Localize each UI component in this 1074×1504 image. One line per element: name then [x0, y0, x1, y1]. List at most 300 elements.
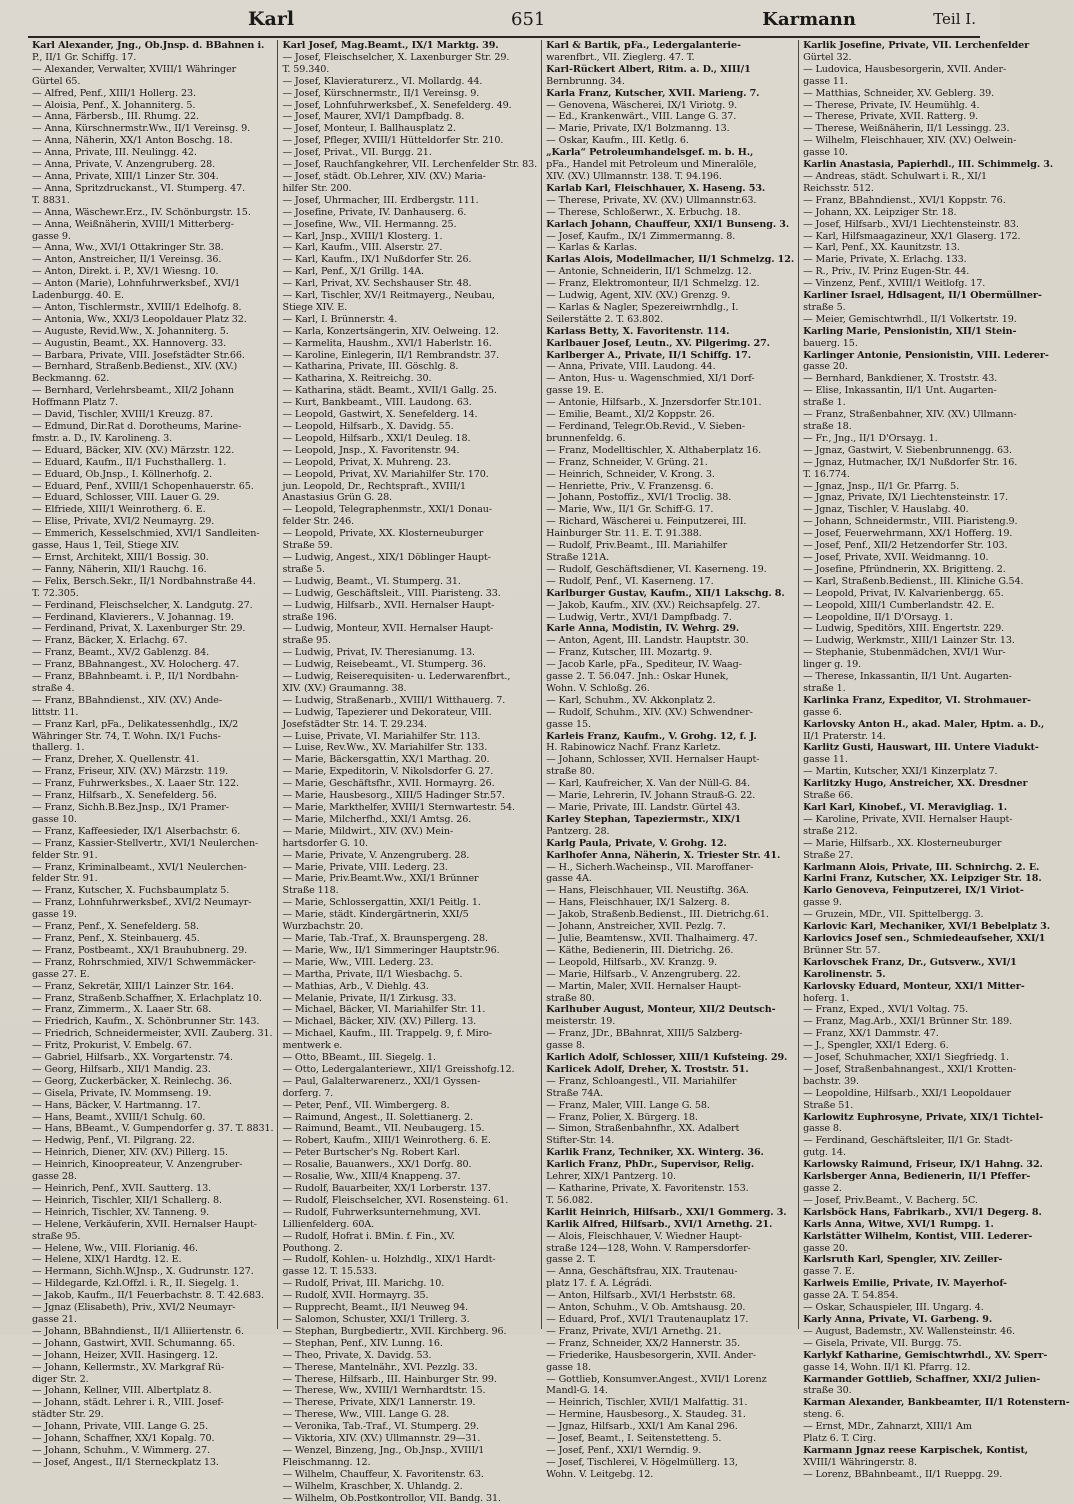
directory-entry: Karling Marie, Pensionistin, XII/1 Stein- [803, 325, 1017, 337]
directory-entry: — Josef, Rauchfangkehrer, VII. Lerchenfelder Str. 83. [282, 159, 538, 171]
directory-entry: — Marie, Lehrerin, IV. Johann Strauß-G. 22. [546, 790, 756, 802]
directory-entry: — Franz, Kutscher, X. Fuchsbaumplatz 5. [32, 885, 230, 897]
directory-entry: — Therese, Mantelnähr., XVI. Pezzlg. 33. [282, 1361, 478, 1373]
directory-entry: — Simon, Straßenbahnfhr., XX. Adalbert [546, 1123, 740, 1135]
directory-entry: — Anna, Private, III. Neulingg. 42. [32, 147, 197, 159]
directory-entry: — Josef, Feuerwehrmann, XX/1 Hofferg. 19. [803, 528, 1013, 540]
directory-entry: — Karoline, Einlegerin, II/1 Rembrandstr. 37. [282, 349, 500, 361]
directory-entry: — Josef, Private, XVII. Weidmanng. 10. [803, 551, 989, 563]
directory-entry: — Karl, Penf., XX. Kaunitzstr. 13. [803, 242, 960, 254]
directory-entry: Karmann Jgnaz reese Karpischek, Kontist, [803, 1444, 1029, 1456]
directory-entry: — Josef, Maurer, XVI/1 Dampfbadg. 8. [282, 111, 465, 123]
directory-entry: — Hans, Beamt., XVIII/1 Schulg. 60. [32, 1111, 206, 1123]
directory-entry: — Anna, Ww., XVI/1 Ottakringer Str. 38. [32, 242, 224, 254]
directory-entry: — Franz, Kutscher, III. Mozartg. 9. [546, 647, 713, 659]
directory-entry: — Leopold, XIII/1 Cumberlandstr. 42. E. [803, 599, 995, 611]
directory-entry: — Heinrich, Tischler, XII/1 Schallerg. 8. [32, 1194, 222, 1206]
directory-entry: Karl & Bartik, pFa., Ledergalanterie- [546, 40, 741, 51]
directory-entry: — Bernhard, Verlehrsbeamt., XII/2 Johann [32, 385, 234, 397]
directory-entry: — Leopold, Gastwirt, X. Senefelderg. 14. [282, 409, 478, 421]
directory-entry: — Josef, Straßenbahnangest., XXI/1 Krotten- [803, 1063, 1016, 1075]
directory-entry: — Jgnaz, Private, IX/1 Liechtensteinstr. 17. [803, 492, 1008, 504]
directory-entry: gasse 2. T. [546, 1254, 596, 1266]
directory-entry: — Marie, Ww., II/1 Gr. Schiff-G. 17. [546, 504, 714, 516]
directory-entry: — Karl, Privat, XV. Sechshauser Str. 48. [282, 278, 472, 290]
directory-entry: — Anton, Schuhm., V. Ob. Amtshausg. 20. [546, 1302, 746, 1314]
directory-entry: Karlhuber August, Monteur, XII/2 Deutsch- [546, 1004, 776, 1016]
directory-entry: — Franz, Straßenbahner, XIV. (XV.) Ullmann- [803, 409, 1017, 421]
directory-entry: — David, Tischler, XVIII/1 Kreuzg. 87. [32, 409, 213, 421]
directory-entry: Karman Alexander, Bankbeamter, II/1 Rotenstern- [803, 1397, 1070, 1409]
header-right-name: Karmann [762, 9, 856, 30]
directory-entry: Karlich Adolf, Schlosser, XIII/1 Kufsteing. 29. [546, 1052, 788, 1064]
directory-entry: — Anna, Private, V. Anzengruberg. 28. [32, 159, 216, 171]
directory-entry: — Mathias, Arb., V. Diehlg. 43. [282, 980, 429, 992]
directory-entry: Karl Josef, Mag.Beamt., IX/1 Marktg. 39. [282, 40, 499, 51]
directory-entry: gasse 9. [32, 230, 71, 242]
directory-entry: — Josef, Monteur, I. Ballhausplatz 2. [282, 123, 456, 135]
directory-entry: — Marie, Private, III. Landstr. Gürtel 43. [546, 802, 741, 813]
directory-entry: Josefstädter Str. 14. T. 29.234. [282, 718, 427, 730]
directory-entry: — Karl, Kaufm., IX/1 Nußdorfer Str. 26. [282, 254, 472, 266]
directory-entry: — Ludwig, Monteur, XVII. Hernalser Haupt- [282, 623, 494, 635]
directory-entry: Karlweis Emilie, Private, IV. Mayerhof- [803, 1278, 1007, 1290]
directory-entry: Fleischmanng. 12. [282, 1456, 371, 1468]
directory-entry: — Leopold, Privat, X. Muhreng. 23. [282, 456, 452, 468]
directory-entry: — Johann, Kellner, VIII. Albertplatz 8. [32, 1385, 212, 1397]
directory-entry: — R., Priv., IV. Prinz Eugen-Str. 44. [803, 266, 970, 278]
directory-entry: Karlovschek Franz, Dr., Gutsverw., XVI/1 [803, 956, 1017, 968]
directory-entry: — Therese, Inkassantin, II/1 Unt. Augarten- [803, 671, 1012, 683]
directory-entry: — Franz, Exped., XVI/1 Voltag. 75. [803, 1004, 969, 1016]
page-number: 651 [511, 9, 546, 30]
directory-entry: — Wilhelm, Ob.Postkontrollor, VII. Bandg. 31. [282, 1492, 501, 1504]
directory-entry: felder Str. 91. [32, 873, 98, 885]
directory-entry: hilfer Str. 200. [282, 182, 352, 194]
page-header [28, 8, 976, 32]
directory-entry: Karlsruth Karl, Spengler, XIV. Zeiller- [803, 1254, 1003, 1266]
directory-entry: — Jgnaz, Hilfsarb., XXI/1 Am Kanal 296. [546, 1421, 738, 1433]
directory-entry: — Therese, Ww., XVIII/1 Wernhardtstr. 15. [282, 1385, 486, 1397]
directory-entry: Straße 27. [803, 849, 854, 861]
directory-entry: — Franz, Modelltischler, X. Althaberplatz 16. [546, 444, 762, 456]
directory-entry: — Karl, Penf., X/1 Grillg. 14A. [282, 266, 425, 278]
directory-entry: Karle Anna, Modistin, IV. Wehrg. 29. [546, 623, 740, 635]
directory-entry: Pouthong. 2. [282, 1242, 343, 1254]
directory-entry: gasse 20. [803, 361, 848, 373]
directory-entry: — Raimund, Beamt., VII. Neubaugerg. 15. [282, 1123, 485, 1135]
directory-entry: — Anton, Anstreicher, II/1 Vereinsg. 36. [32, 254, 222, 266]
directory-entry: gasse 20. [803, 1242, 848, 1254]
directory-entry: — Karl, Schuhm., XV. Akkonplatz 2. [546, 694, 716, 706]
directory-entry: — Ludwig, Angest., XIX/1 Döblinger Haupt- [282, 551, 491, 563]
directory-entry: straße 196. [282, 611, 337, 623]
directory-entry: städter Str. 29. [32, 1409, 104, 1421]
directory-entry: — Jgnaz, Gastwirt, V. Siebenbrunnengg. 63. [803, 444, 1012, 456]
directory-entry: — Eduard, Bäcker, XIV. (XV.) Märzstr. 122. [32, 444, 235, 456]
directory-entry: — Josefine, Private, IV. Danhauserg. 6. [282, 206, 467, 218]
directory-entry: — Jakob, Straßenb.Bedienst., III. Dietrichg.61. [546, 909, 769, 921]
directory-entry: — Ludwig, Vertr., XVI/1 Dampfbadg. 7. [546, 611, 732, 623]
directory-entry: bachstr. 39. [803, 1075, 859, 1087]
directory-entry: hoferg. 1. [803, 992, 850, 1004]
directory-entry: straße 4. [32, 682, 75, 694]
directory-entry: — Leopoldine, Hilfsarb., XXI/1 Leopoldauer [803, 1087, 1012, 1099]
directory-entry: — Jgnaz, Tischler, V. Hauslabg. 40. [803, 504, 969, 516]
directory-entry: — Johann, BBahndienst., II/1 Alliiertenstr. 6. [32, 1325, 244, 1337]
directory-entry: Gürtel 65. [32, 75, 81, 87]
directory-entry: — Josef, Privat., VII. Burgg. 21. [282, 147, 432, 159]
directory-entry: Karl-Rückert Albert, Ritm. a. D., XIII/1 [546, 63, 751, 75]
directory-entry: Währinger Str. 74, T. Wohn. IX/1 Fuchs- [32, 730, 221, 742]
directory-entry: — Franz, XX/1 Dammstr. 47. [803, 1028, 939, 1040]
directory-entry: — Ludwig, Werkmstr., XIII/1 Lainzer Str. 13. [803, 635, 1015, 647]
directory-entry: — Marie, Schlossergattin, XXI/1 Peitlg. 1. [282, 897, 481, 909]
directory-entry: straße 124—128, Wohn. V. Rampersdorfer- [546, 1242, 751, 1254]
directory-entry: — Franz, Postbeamt., XX/1 Brauhubnerg. 29. [32, 944, 248, 956]
directory-entry: Karl Karl, Kinobef., VI. Meravigliag. 1. [803, 802, 1008, 813]
directory-entry: — Barbara, Private, VIII. Josefstädter Str.66. [32, 349, 245, 361]
directory-entry: — Karl, Jnsp., XVIII/1 Klosterg. 1. [282, 230, 443, 242]
directory-entry: — Marie, Ww., VIII. Lederg. 23. [282, 956, 434, 968]
directory-entry: — Antonia, Ww., XXI/3 Leopoldauer Platz 32. [32, 313, 247, 325]
directory-entry: — Therese, Schloßerwr., X. Erbuchg. 18. [546, 206, 741, 218]
directory-entry: Straße 59. [282, 540, 333, 552]
directory-entry: — Ludovica, Hausbesorgerin, XVII. Ander- [803, 63, 1007, 75]
directory-entry: felder Str. 246. [282, 516, 355, 528]
directory-entry: — Elise, Private, XVI/2 Neumayrg. 29. [32, 516, 215, 528]
directory-entry: — Josefine, Pfründnerin, XX. Brigitteng. 2. [803, 563, 1006, 575]
directory-entry: — Johann, Anstreicher, XVII. Pezlg. 7. [546, 921, 726, 933]
directory-entry: XIV. (XV.) Graumanng. 38. [282, 682, 407, 694]
directory-entry: — Rudolf, XVII. Hormayrg. 35. [282, 1290, 429, 1302]
directory-entry: Brünner Str. 57. [803, 944, 881, 956]
header-part: Teil I. [933, 10, 976, 28]
directory-entry: gasse 14, Wohn. II/1 Kl. Pfarrg. 12. [803, 1361, 971, 1373]
directory-entry: straße 80. [546, 766, 595, 778]
directory-entry: gasse 19. E. [546, 385, 604, 397]
header-rule [28, 36, 980, 38]
directory-entry: — Franz, Beamt., XV/2 Gablenzg. 84. [32, 647, 210, 659]
directory-entry: meisterstr. 19. [546, 1016, 616, 1028]
directory-entry: Seilerstätte 2. T. 63.802. [546, 313, 664, 325]
directory-entry: — Emilie, Beamt., XI/2 Koppstr. 26. [546, 409, 715, 421]
directory-entry: — Otto, Ledergalanteriewr., XII/1 Greisshofg.12. [282, 1063, 515, 1075]
directory-entry: II/1 Praterstr. 14. [803, 730, 886, 742]
directory-entry: — Ludwig, Agent, XIV. (XV.) Grenzg. 9. [546, 290, 731, 302]
directory-entry: — Josef, Fleischselcher, X. Laxenburger Str. 29. [282, 51, 510, 63]
directory-entry: straße 1. [803, 397, 846, 409]
directory-entry: — Ludwig, Geschäftsleit., VIII. Piaristeng. 33. [282, 587, 501, 599]
directory-entry: — Anna, Private, XIII/1 Linzer Str. 304. [32, 170, 219, 182]
directory-entry: — Otto, BBeamt., III. Siegelg. 1. [282, 1052, 436, 1064]
directory-entry: — Marie, Ww., II/1 Simmeringer Hauptstr.96. [282, 944, 500, 956]
directory-entry: — Katharina, Private, III. Göschlg. 8. [282, 361, 459, 373]
directory-entry: Straße 66. [803, 790, 854, 802]
directory-entry: T. 59.340. [282, 63, 330, 75]
directory-entry: — Franz, Penf., X. Senefelderg. 58. [32, 921, 199, 933]
header-left-name: Karl [248, 8, 295, 30]
directory-entry: gasse 8. [546, 1040, 585, 1052]
directory-entry: — Franz, Bäcker, X. Erlachg. 67. [32, 635, 188, 647]
directory-entry: — Franz, Dreher, X. Quellenstr. 41. [32, 754, 200, 766]
directory-entry: — Eduard, Schlosser, VIII. Lauer G. 29. [32, 492, 220, 504]
directory-entry: — Gruzein, MDr., VII. Spittelbergg. 3. [803, 909, 984, 921]
directory-entry: T. 56.082. [546, 1194, 593, 1206]
directory-entry: — Heinrich, Diener, XIV. (XV.) Pillerg. 15. [32, 1147, 228, 1159]
directory-entry: — Leopold, Telegraphenmstr., XXI/1 Donau- [282, 504, 492, 516]
directory-entry: straße 30. [803, 1385, 852, 1397]
directory-entry: — Franz, Maler, VIII. Lange G. 58. [546, 1099, 710, 1111]
directory-entry: — Marie, Private, IX/1 Bolzmanng. 13. [546, 123, 730, 135]
directory-entry: — Anton, Hilfsarb., XVI/1 Herbststr. 68. [546, 1290, 736, 1302]
directory-entry: — Eduard, Kaufm., II/1 Fuchsthallerg. 1. [32, 456, 227, 468]
directory-entry: P., II/1 Gr. Schiffg. 17. [32, 51, 137, 63]
directory-entry: — Franz Karl, pFa., Delikatessenhdlg., IX/2 [32, 718, 239, 730]
directory-entry: Karleis Franz, Kaufm., V. Grohg. 12, f. J. [546, 730, 757, 742]
directory-entry: — Henriette, Priv., V. Franzensg. 6. [546, 480, 714, 492]
directory-entry: Karly Anna, Private, VI. Garbeng. 9. [803, 1313, 993, 1325]
directory-entry: — Georg, Zuckerbäcker, X. Reinlechg. 36. [32, 1075, 233, 1087]
directory-entry: Bernbrunng. 34. [546, 75, 625, 87]
directory-entry: — Ferdinand, Telegr.Ob.Revid., V. Sieben- [546, 421, 746, 432]
directory-entry: hartsdorfer G. 10. [282, 837, 368, 849]
directory-entry: Karlovics Josef sen., Schmiedeaufseher, XXI/1 [803, 932, 1046, 944]
directory-entry: — Heinrich, Tischler, XVII/1 Malfattig. 31. [546, 1397, 748, 1409]
directory-entry: — Marie, Markthelfer, XVIII/1 Sternwartestr. 54. [282, 802, 515, 813]
directory-entry: — Josef, Klavieraturerz., VI. Mollardg. 44. [282, 75, 483, 87]
directory-entry: gasse 28. [32, 1171, 77, 1183]
directory-entry: Anastasius Grün G. 28. [282, 492, 393, 504]
directory-entry: — Eduard, Ob.Jnsp., I. Köllnerhofg. 2. [32, 468, 213, 480]
directory-entry: — Rudolf, Priv.Beamt., III. Mariahilfer [546, 540, 728, 552]
directory-entry: Karlsberger Anna, Bedienerin, II/1 Pfeffer- [803, 1171, 1031, 1183]
directory-entry: Reichsstr. 512. [803, 182, 874, 194]
directory-entry: — Elise, Inkassantin, II/1 Unt. Augarten- [803, 385, 997, 397]
directory-entry: — Johann, Schlosser, XVII. Hernalser Haupt- [546, 754, 760, 766]
directory-entry: — Luise, Private, VI. Mariahilfer Str. 113. [282, 730, 481, 742]
directory-columns [28, 40, 1070, 1504]
directory-entry: Karlin Anastasia, Papierhdl., III. Schimmelg. 3. [803, 159, 1054, 171]
directory-entry: — Leopoldine, II/1 D'Orsayg. 1. [803, 611, 953, 623]
directory-entry: — J., Spengler, XXI/1 Ederg. 6. [803, 1040, 949, 1052]
directory-entry: — Therese, Ww., VIII. Lange G. 28. [282, 1409, 450, 1421]
directory-entry: gasse 10. [803, 147, 848, 159]
directory-entry: gasse 27. E. [32, 968, 90, 980]
directory-entry: — Marie, Private, V. Anzengruberg. 28. [282, 849, 470, 861]
directory-entry: — Antonie, Schneiderin, II/1 Schmelzg. 12. [546, 266, 752, 278]
directory-entry: — Therese, Private, XVII. Ratterg. 9. [803, 111, 979, 123]
directory-entry: mentwerk e. [282, 1040, 343, 1052]
directory-entry: — Karl, I. Brünnerstr. 4. [282, 313, 398, 325]
directory-entry: Karlik Franz, Techniker, XX. Winterg. 36. [546, 1147, 764, 1159]
directory-entry: — Marie, Expeditorin, V. Nikolsdorfer G. 27. [282, 766, 494, 778]
directory-entry: — Fritz, Prokurist, V. Embelg. 67. [32, 1040, 192, 1052]
directory-entry: — Lorenz, BBahnbeamt., II/1 Rueppg. 29. [803, 1468, 1003, 1480]
directory-entry: — Ludwig, Reiserequisiten- u. Lederwarenfbrt., [282, 671, 511, 683]
directory-entry: Karlsböck Hans, Fabrikarb., XVI/1 Degerg. 8. [803, 1206, 1042, 1218]
directory-entry: Wohn. V. Leitgebg. 12. [546, 1468, 654, 1480]
directory-entry: — Franz, Friseur, XIV. (XV.) Märzstr. 119. [32, 766, 229, 778]
directory-entry: jun. Leopold, Dr., Rechtspraft., XVIII/1 [282, 480, 467, 492]
directory-entry: — Josef, Pfleger, XVIII/1 Hütteldorfer Str. 210. [282, 135, 504, 147]
directory-entry: — Friedrich, Schneidermeister, XVII. Zauberg. 31. [32, 1028, 273, 1040]
directory-entry: — Josef, Uhrmacher, III. Erdbergstr. 111. [282, 194, 479, 206]
directory-entry: XIV. (XV.) Ullmannstr. 138. T. 94.196. [546, 170, 722, 182]
directory-entry: Straße 74A. [546, 1087, 604, 1099]
directory-entry: Karlowsky Raimund, Friseur, IX/1 Hahng. 32. [803, 1159, 1043, 1171]
directory-entry: — Franz, Penf., X. Steinbauerg. 45. [32, 932, 200, 944]
directory-entry: Karlovsky Anton H., akad. Maler, Hptm. a. D., [803, 718, 1045, 730]
directory-entry: Karlhofer Anna, Näherin, X. Triester Str. 41. [546, 849, 781, 861]
directory-entry: — Marie, Priv.Beamt.Ww., XXI/1 Brünner [282, 873, 479, 885]
directory-entry: — Jgnaz, Jnsp., II/1 Gr. Pfarrg. 5. [803, 480, 960, 492]
directory-entry: — Rudolf, Kohlen- u. Holzhdlg., XIX/1 Hardt- [282, 1254, 496, 1266]
directory-entry: — Wilhelm, Chauffeur, X. Favoritenstr. 63. [282, 1468, 484, 1480]
directory-entry: — Augustin, Beamt., XX. Hannoverg. 33. [32, 337, 227, 349]
directory-entry: — Oskar, Schauspieler, III. Ungarg. 4. [803, 1302, 984, 1314]
directory-entry: — Leopold, Privat, IV. Kalvarienbergg. 65. [803, 587, 1004, 599]
directory-entry: — Franz, Zimmerm., X. Laaer Str. 68. [32, 1004, 212, 1016]
directory-entry: — Josef, städt. Ob.Lehrer, XIV. (XV.) Maria- [282, 170, 486, 182]
directory-entry: Ladenburgg. 40. E. [32, 290, 124, 302]
directory-entry: Karlass Betty, X. Favoritenstr. 114. [546, 325, 730, 337]
directory-entry: — Leopold, Jnsp., X. Favoritenstr. 94. [282, 444, 460, 456]
directory-entry: Karlbauer Josef, Leutn., XV. Pilgerimg. 27. [546, 337, 770, 349]
directory-entry: — Josef, Schuhmacher, XXI/1 Siegfriedg. 1. [803, 1052, 1009, 1064]
directory-entry: — Katharina, städt. Beamt., XVII/1 Gallg. 25. [282, 385, 497, 397]
directory-entry: — Martin, Maler, XVII. Hernalser Haupt- [546, 980, 741, 992]
directory-entry: — Franz, Sekretär, XIII/1 Lainzer Str. 164. [32, 980, 234, 992]
directory-entry: — Rudolf, Penf., VI. Kaserneng. 17. [546, 575, 714, 587]
directory-entry: — Julie, Beamtensw., XVII. Thalhaimerg. 47. [546, 932, 758, 944]
directory-entry: — Genovena, Wäscherei, IX/1 Viriotg. 9. [546, 99, 738, 111]
directory-entry: — Marie, Hausbesorg., XIII/5 Hadinger Str.57. [282, 790, 505, 802]
column-4 [799, 40, 1074, 1480]
directory-entry: — Jgnaz, Hutmacher, IX/1 Nußdorfer Str. 16. [803, 456, 1018, 468]
directory-entry: Straße 121A. [546, 551, 610, 563]
directory-entry: — Wilhelm, Kraschber, X. Uhlandg. 2. [282, 1480, 463, 1492]
directory-entry: — Helene, Verkäuferin, XVII. Hernalser Haupt- [32, 1218, 257, 1230]
directory-entry: Straße 118. [282, 885, 339, 897]
directory-entry: straße 5. [282, 563, 325, 575]
directory-entry: Hoffmann Platz 7. [32, 397, 119, 409]
directory-entry: Karley Stephan, Tapeziermstr., XIX/1 [546, 813, 742, 825]
directory-entry: straße 212. [803, 825, 858, 837]
directory-entry: — Ludwig, Hilfsarb., XVII. Hernalser Haupt- [282, 599, 495, 611]
directory-entry: — Fr., Jng., II/1 D'Orsayg. 1. [803, 432, 938, 444]
directory-entry: — Luise, Rev.Ww., XV. Mariahilfer Str. 133. [282, 742, 488, 754]
directory-entry: gasse 15. [546, 718, 591, 730]
directory-entry: — Anna, Weißnäherin, XVIII/1 Mitterberg- [32, 218, 234, 230]
directory-entry: — Marie, städt. Kindergärtnerin, XXI/5 [282, 909, 469, 921]
directory-entry: — Raimund, Angest., II. Solettianerg. 2. [282, 1111, 474, 1123]
directory-entry: Mandl-G. 14. [546, 1385, 608, 1397]
directory-entry: — Franz, Polier, X. Bürgerg. 18. [546, 1111, 698, 1123]
directory-entry: — Anna, Geschäftsfrau, XIX. Trautenau- [546, 1266, 738, 1278]
directory-entry: Wurzbachstr. 20. [282, 921, 364, 933]
directory-entry: fmstr. a. D., IV. Karolineng. 3. [32, 432, 173, 444]
directory-entry: diger Str. 2. [32, 1373, 89, 1385]
directory-entry: — Leopold, Private, XX. Klosterneuburger [282, 528, 484, 540]
directory-entry: Karlach Johann, Chauffeur, XXI/1 Bunseng. 3. [546, 218, 790, 230]
directory-entry: — Hermann, Sichh.W.Jnsp., X. Gudrunstr. 127. [32, 1266, 254, 1278]
directory-entry: Karmander Gottlieb, Schaffner, XXI/2 Julien- [803, 1373, 1041, 1385]
directory-entry: gasse 7. E. [803, 1266, 855, 1278]
directory-entry: — Rudolf, Privat, III. Marichg. 10. [282, 1278, 445, 1290]
directory-entry: — Karlas & Nagler, Spezereiwrnhdlg., I. [546, 301, 739, 313]
directory-entry: — Hermine, Hausbesorg., X. Staudeg. 31. [546, 1409, 746, 1421]
directory-entry: Lillienfelderg. 60A. [282, 1218, 375, 1230]
directory-entry: — Anna, Färbersb., III. Rhumg. 22. [32, 111, 199, 123]
directory-entry: — Rosalie, Bauanwers., XX/1 Dorfg. 80. [282, 1159, 472, 1171]
directory-entry: — Therese, Hilfsarb., III. Hainburger Str. 99. [282, 1373, 497, 1385]
directory-entry: — Peter Burtscher's Ng. Robert Karl. [282, 1147, 460, 1159]
directory-entry: — Karla, Konzertsängerin, XIV. Oelweing. 12. [282, 325, 499, 337]
directory-entry: — Johann, Schneidermstr., VIII. Piaristeng.9. [803, 516, 1018, 528]
directory-entry: — Franz, Hilfsarb., X. Senefelderg. 56. [32, 790, 217, 802]
directory-entry: — Eduard, Prof., XVI/1 Trautenauplatz 17. [546, 1313, 749, 1325]
directory-entry: — Eduard, Penf., XVIII/1 Schopenhauerstr. 65. [32, 480, 254, 492]
directory-entry: — Ludwig, Reisebeamt., VI. Stumperg. 36. [282, 659, 486, 671]
directory-entry: — Ferdinand, Geschäftsleiter, II/1 Gr. Stadt- [803, 1135, 1013, 1147]
directory-entry: bauerg. 15. [803, 337, 858, 349]
directory-entry: — Johann, Kellermstr., XV. Markgraf Rü- [32, 1361, 225, 1373]
directory-entry: — Marie, Hilfsarb., XX. Klosterneuburger [803, 837, 1002, 849]
directory-entry: — Rupprecht, Beamt., II/1 Neuweg 94. [282, 1302, 469, 1314]
directory-entry: Karlab Karl, Fleischhauer, X. Haseng. 53. [546, 182, 766, 194]
directory-entry: — Franz, Kassier-Stellvertr., XVI/1 Neulerchen- [32, 837, 259, 849]
directory-entry: — Anna, Näherin, XX/1 Anton Boschg. 18. [32, 135, 233, 147]
directory-entry: T. 8831. [32, 194, 70, 206]
directory-entry: — Josefine, Ww., VII. Hermanng. 25. [282, 218, 457, 230]
directory-entry: — Leopold, Hilfsarb., XV. Kranzg. 9. [546, 956, 718, 968]
directory-entry: — Jgnaz (Elisabeth), Priv., XVI/2 Neumayr- [32, 1302, 236, 1314]
directory-entry: Karlas Alois, Modellmacher, II/1 Schmelzg. 12. [546, 254, 795, 266]
directory-entry: gasse 12. T. 15.533. [282, 1266, 377, 1278]
directory-entry: — Karl, Straßenb.Bedienst., III. Kliniche G.54. [803, 575, 1024, 587]
directory-entry: — Karl, Hilfsmaagazineur, XX/1 Glaserg. 172. [803, 230, 1021, 242]
directory-entry: — Josef, Priv.Beamt., V. Bacherg. 5C. [803, 1194, 978, 1206]
directory-entry: — Alfred, Penf., XIII/1 Hollerg. 23. [32, 87, 196, 99]
directory-entry: — Marie, Mildwirt., XIV. (XV.) Mein- [282, 825, 454, 837]
directory-entry: Karl Alexander, Jng., Ob.Jnsp. d. BBahnen i. [32, 40, 265, 51]
directory-entry: — Alexander, Verwalter, XVIII/1 Währinger [32, 63, 237, 75]
column-2 [278, 40, 542, 1504]
directory-entry: Karlg Paula, Private, V. Grohg. 12. [546, 837, 727, 849]
directory-entry: Karlitz Gusti, Hauswart, III. Untere Viadukt- [803, 742, 1039, 754]
directory-entry: — Gisela, Private, IV. Mommseng. 19. [32, 1087, 212, 1099]
directory-entry: Karlstätter Wilhelm, Kontist, VIII. Lederer- [803, 1230, 1033, 1242]
directory-entry: — Hedwig, Penf., VI. Pilgrang. 22. [32, 1135, 195, 1147]
directory-entry: Karlowitz Euphrosyne, Private, XIX/1 Tichtel- [803, 1111, 1044, 1123]
directory-entry: — Marie, Bäckersgattin, XX/1 Marthag. 20. [282, 754, 490, 766]
directory-entry: — Rosalie, Ww., XIII/4 Knappeng. 37. [282, 1171, 461, 1183]
directory-entry: Karla Franz, Kutscher, XVII. Marieng. 7. [546, 87, 760, 99]
directory-entry: — Meier, Gemischtwrhdl., II/1 Volkertstr. 19. [803, 313, 1017, 325]
directory-entry: — Rudolf, Geschäftsdiener, VI. Kaserneng. 19. [546, 563, 767, 575]
directory-entry: — Ferdinand, Privat, X. Laxenburger Str. 29. [32, 623, 246, 635]
directory-entry: gasse 18. [546, 1361, 591, 1373]
directory-entry: gasse 4A. [546, 873, 592, 885]
directory-entry: Karlo Genoveva, Feinputzerei, IX/1 Viriot- [803, 885, 1024, 897]
directory-entry: — Karlas & Karlas. [546, 242, 638, 254]
directory-entry: — Wilhelm, Fleischhauer, XIV. (XV.) Oelwein- [803, 135, 1017, 147]
directory-entry: Wohn. V. Schloßg. 26. [546, 682, 650, 694]
directory-entry: Beckmanng. 62. [32, 373, 110, 385]
directory-entry: — Franz, BBahndienst., XIV. (XV.) Ande- [32, 694, 223, 706]
directory-entry: — Josef, Kürschnermstr., II/1 Vereinsg. 9. [282, 87, 480, 99]
